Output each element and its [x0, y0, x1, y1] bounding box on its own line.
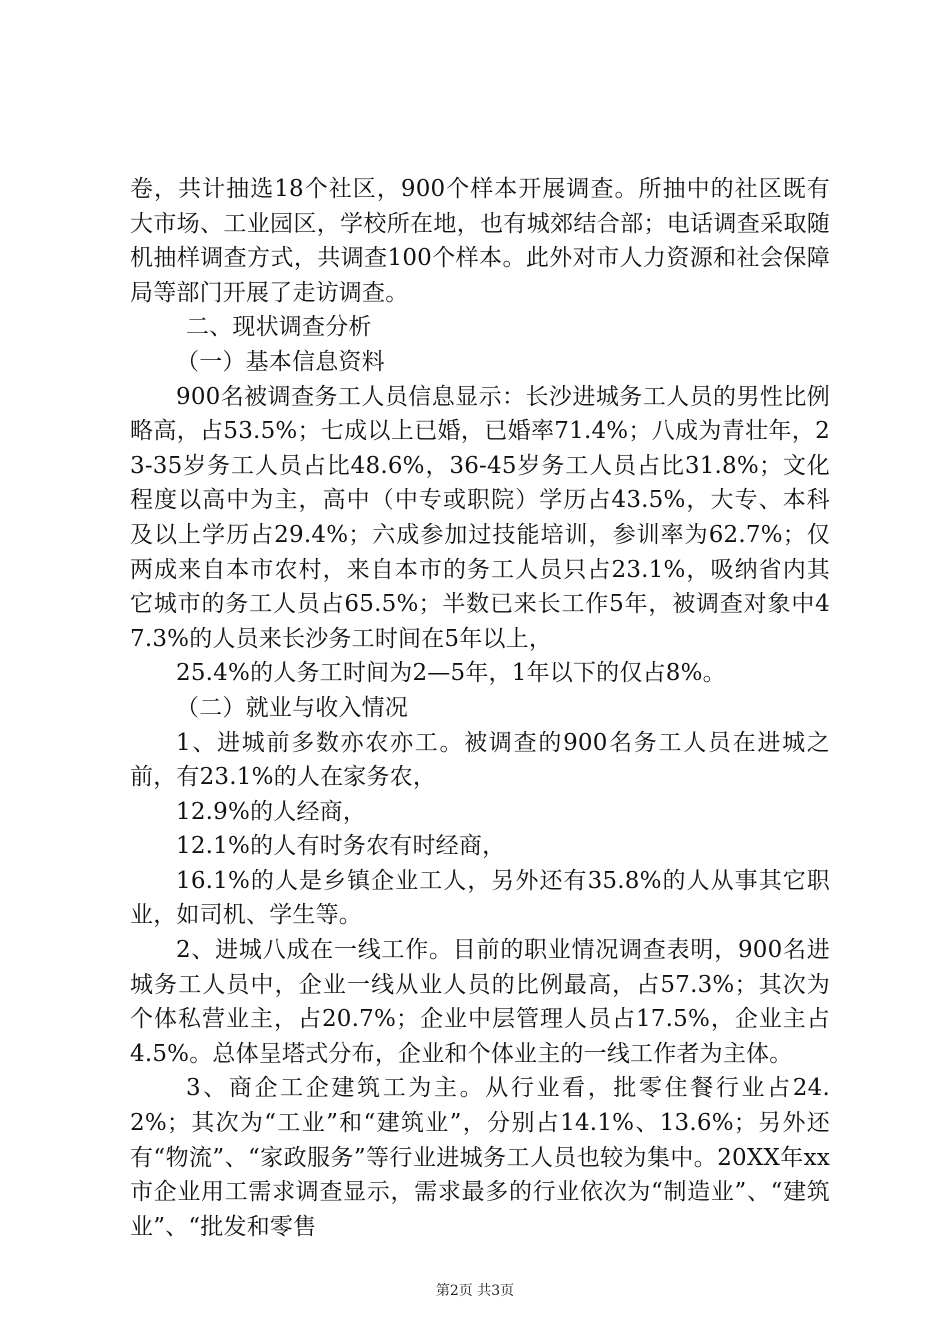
subsection-heading-basic-info: （一）基本信息资料	[176, 348, 385, 375]
paragraph-frontline-work: 2、进城八成在一线工作。目前的职业情况调查表明，900名进城务工人员中，企业一线从业人员的比例最高，占57.3%；其次为个体私营业主，占20.7%；企业中层管理人员占17.5%，企业主占4.5%。总体呈塔式分布，企业和个体业主的一线工作者为主体。	[130, 937, 830, 1067]
paragraph-township-workers: 16.1%的人是乡镇企业工人，另外还有35.8%的人从事其它职业，如司机、学生等。	[130, 867, 830, 929]
paragraph-basic-info: 900名被调查务工人员信息显示：长沙进城务工人员的男性比例略高，占53.5%；七成以上已婚，已婚率71.4%；八成为青壮年，23-35岁务工人员占比48.6%，36-45岁务工人员占比31.8%；文化程度以高中为主，高中（中专或职院）学历占43.5%，大专、本科及以上学历占29.4%；六成参加过技能培训，参训率为62.7%；仅两成来自本市农村，来自本市的务工人员只占23.1%，吸纳省内其它城市的务工人员占65.5%；半数已来长工作5年，被调查对象中47.3%的人员来长沙务工时间在5年以上，	[130, 383, 830, 652]
document-body	[130, 172, 830, 1244]
paragraph-business: 12.9%的人经商，	[176, 798, 367, 825]
paragraph-industry: 3、商企工企建筑工为主。从行业看，批零住餐行业占24.2%；其次为“工业”和“建筑业”，分别占14.1%、13.6%；另外还有“物流”、“家政服务”等行业进城务工人员也较为集中。20XX年xx市企业用工需求调查显示，需求最多的行业依次为“制造业”、“建筑业”、“批发和零售	[130, 1075, 830, 1240]
paragraph-survey-method: 卷，共计抽选18个社区，900个样本开展调查。所抽中的社区既有大市场、工业园区，学校所在地，也有城郊结合部；电话调查采取随机抽样调查方式，共调查100个样本。此外对市人力资源和社会保障局等部门开展了走访调查。	[130, 176, 830, 306]
paragraph-farm-business: 12.1%的人有时务农有时经商，	[176, 833, 506, 860]
paragraph-work-duration: 25.4%的人务工时间为2—5年，1年以下的仅占8%。	[176, 660, 726, 687]
page-footer: 第2页 共3页	[435, 1283, 515, 1299]
paragraph-before-city: 1、进城前多数亦农亦工。被调查的900名务工人员在进城之前，有23.1%的人在家务农，	[130, 729, 830, 791]
subsection-heading-employment-income: （二）就业与收入情况	[176, 694, 408, 721]
section-heading-status-analysis: 二、现状调查分析	[186, 314, 372, 341]
